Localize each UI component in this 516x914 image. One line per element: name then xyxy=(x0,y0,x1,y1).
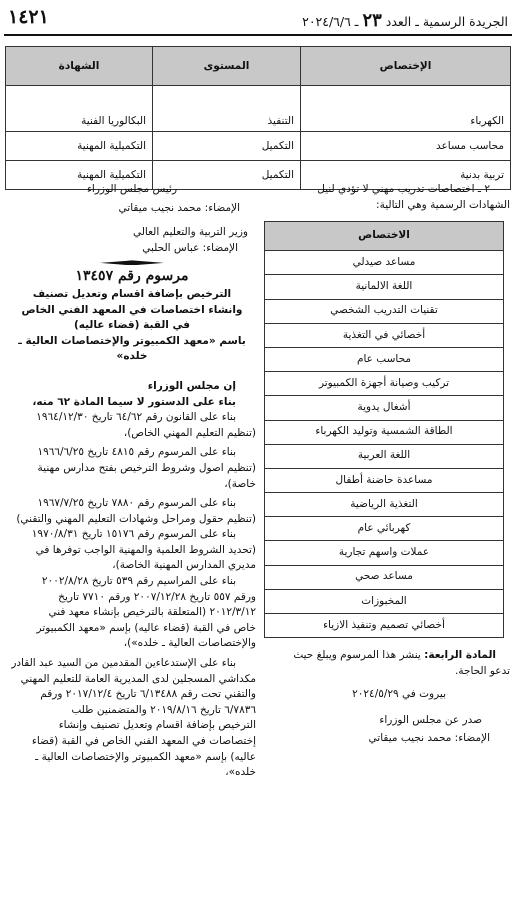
table-cell: التكميلية المهنية xyxy=(6,132,153,161)
para-line: ورقم ٥٥٧ تاريخ ٢٠٠٧/١٢/٢٨ ورقم ٧٧١٠ تاريخ xyxy=(58,590,256,603)
table-row xyxy=(265,347,504,371)
article-text: ينشر هذا المرسوم ويبلغ حيث xyxy=(293,649,425,662)
table-row xyxy=(265,468,504,492)
left-column xyxy=(8,182,256,781)
specialty-cell: أشغال يدوية xyxy=(265,396,504,420)
specialty-cell: التغذية الرياضية xyxy=(265,493,504,517)
table-cell: التكميل xyxy=(153,161,301,190)
paragraph xyxy=(8,410,256,441)
para-line: مكداشي المسجلين لدى المديرية العامة للتعليم المهني xyxy=(20,672,256,685)
table-row xyxy=(6,132,511,161)
paragraph xyxy=(8,445,256,492)
gazette-title xyxy=(302,10,508,31)
intro-line: الشهادات الرسمية وهي التالية: xyxy=(376,198,510,211)
table-row xyxy=(265,251,504,275)
table-cell: الكهرباء xyxy=(301,86,511,132)
decree-subject-line: في القبة (قضاء عاليه) xyxy=(73,319,191,332)
signature-name: الإمضاء: محمد نجيب ميقاتي xyxy=(118,201,240,214)
signature-name: الإمضاء: محمد نجيب ميقاتي xyxy=(368,731,490,744)
table-row xyxy=(265,372,504,396)
table-cell: التكميلية المهنية xyxy=(6,161,153,190)
specialty-cell: الطاقة الشمسية وتوليد الكهرباء xyxy=(265,420,504,444)
col-header-certificate: الشهادة xyxy=(6,47,153,86)
table-cell: تربية بدنية xyxy=(301,161,511,190)
para-line: بناء على الإستدعاءين المقدمين من السيد عبد القادر xyxy=(11,657,236,670)
issued-by: صدر عن مجلس الوزراء xyxy=(379,713,482,726)
para-line: (تحديد الشروط العلمية والمهنية الواجب توفرها في xyxy=(35,543,256,556)
para-line: خاص في القبة (قضاء عاليه) بإسم «معهد الكمبيوتر xyxy=(36,621,256,634)
specialty-cell: تركيب وصيانة أجهزة الكمبيوتر xyxy=(265,372,504,396)
table-row xyxy=(265,589,504,613)
table-row xyxy=(265,541,504,565)
paragraph xyxy=(8,527,256,574)
issue-number: ٢٣ xyxy=(362,10,382,31)
para-line: خاصة)، xyxy=(224,477,256,490)
article-label: المادة الرابعة: xyxy=(424,649,496,662)
specialty-cell: مساعد صيدلي xyxy=(265,251,504,275)
para-line: والإختصاصات العالية ـ خلده»)، xyxy=(123,637,256,650)
specialty-cell: مساعد صحي xyxy=(265,565,504,589)
paragraph xyxy=(8,574,256,652)
table-cell: محاسب مساعد xyxy=(301,132,511,161)
minister-signature: الإمضاء: عباس الحلبي xyxy=(142,241,238,254)
table-row xyxy=(265,299,504,323)
decree-subject-line: باسم «معهد الكمبيوتر والإختصاصات العالية ـ xyxy=(18,334,246,347)
header-rule xyxy=(4,34,512,36)
para-line: بناء على المرسوم رقم ١٥١٧٦ تاريخ ١٩٧٠/٨/٣١ xyxy=(31,528,236,541)
title-prefix: الجريدة الرسمية ـ العدد xyxy=(385,14,508,29)
para-line: بناء على المراسيم رقم ٥٣٩ تاريخ ٢٠٠٢/٨/٢٨ xyxy=(41,575,236,588)
date-line: بيروت في ٢٠٢٤/٥/٢٩ xyxy=(352,688,446,701)
specialty-cell: أخصائي تصميم وتنفيذ الازياء xyxy=(265,614,504,638)
paragraph xyxy=(8,656,256,781)
specialty-cell: اللغة الالمانية xyxy=(265,275,504,299)
specialty-cell: محاسب عام xyxy=(265,347,504,371)
table-row xyxy=(265,396,504,420)
page-header xyxy=(4,6,512,34)
para-line: (تنظيم حقول ومراحل وشهادات التعليم المهني والتقني) xyxy=(16,512,256,525)
certificates-table xyxy=(5,46,511,190)
para-line: مديري المدارس المهنية الخاصة)، xyxy=(112,559,256,572)
specialty-cell: مساعدة حاضنة أطفال xyxy=(265,468,504,492)
preamble-council: إن مجلس الوزراء xyxy=(147,379,236,392)
table-header-row xyxy=(6,47,511,86)
para-line: بناء على القانون رقم ٦٤/٦٢ تاريخ ١٩٦٤/١٢/٣٠ xyxy=(36,411,236,424)
para-line: ٢٠١٢/٣/١٢ (المتعلقة بالترخيص بإنشاء معهد فني xyxy=(48,606,256,619)
table-row xyxy=(6,86,511,132)
specialty-cell: تقنيات التدريب الشخصي xyxy=(265,299,504,323)
table-cell: التنفيذ xyxy=(153,86,301,132)
decree-subject-line: الترخيص بإضافة اقسام وتعديل تصنيف xyxy=(32,287,232,300)
table-row xyxy=(265,275,504,299)
specialty-cell: عملات واسهم تجارية xyxy=(265,541,504,565)
preamble-constitution: بناء على الدستور لا سيما المادة ٦٢ منه، xyxy=(32,395,236,408)
col-header-level: المستوى xyxy=(153,47,301,86)
table-cell: التكميل xyxy=(153,132,301,161)
para-line: ٦/٧٨٣٦ تاريخ ٢٠١٩/٨/١٦ والمتضمنين طلب xyxy=(71,703,256,716)
para-line: خلده»، xyxy=(225,766,256,779)
para-line: إختصاصات في المعهد الفني الخاص في القبة (قضاء xyxy=(31,735,256,747)
decree-subject-line: خلده» xyxy=(116,350,148,363)
decree-subject-line: وانشاء اختصاصات في المعهد الفني الخاص xyxy=(21,303,243,316)
specialty-cell: كهربائي عام xyxy=(265,517,504,541)
table-row xyxy=(265,517,504,541)
article-text-cont: تدعو الحاجة. xyxy=(454,664,510,677)
table-header-row xyxy=(265,222,504,251)
table-row xyxy=(265,444,504,468)
decree-title: مرسوم رقم ١٣٤٥٧ xyxy=(75,268,189,285)
right-column xyxy=(262,182,510,746)
specialties-body xyxy=(265,251,504,638)
para-line: والتقني تحت رقم ٦/١٣٤٨٨ تاريخ ٢٠١٧/١٢/٤ ورقم xyxy=(40,688,256,701)
signature-title: رئيس مجلس الوزراء xyxy=(86,183,178,195)
specialties-table xyxy=(264,221,504,638)
para-line: بناء على المرسوم رقم ٧٨٨٠ تاريخ ١٩٦٧/٧/٢٥ xyxy=(37,497,236,510)
table-cell: البكالوريا الفنية xyxy=(6,86,153,132)
minister-title: وزير التربية والتعليم العالي xyxy=(132,226,248,239)
table-row xyxy=(265,493,504,517)
article-four xyxy=(262,648,510,664)
para-line: بناء على المرسوم رقم ٤٨١٥ تاريخ ١٩٦٦/٦/٢٥ xyxy=(37,446,236,459)
section-divider xyxy=(8,260,256,265)
table-row xyxy=(265,323,504,347)
page-number: ١٤٢١ xyxy=(8,6,49,28)
para-line: (تنظيم التعليم المهني الخاص)، xyxy=(123,426,256,439)
intro-line: ٢ ـ اختصاصات تدريب مهني لا تؤدي لنيل xyxy=(317,183,490,195)
specialty-cell: المخبوزات xyxy=(265,589,504,613)
para-line: (تنظيم اصول وشروط الترخيص بفتح مدارس مهنية xyxy=(37,461,256,474)
paragraph xyxy=(8,496,256,527)
para-line: عاليه) بإسم «معهد الكمبيوتر والإختصاصات العالية ـ xyxy=(35,750,256,763)
table-row xyxy=(265,565,504,589)
specialty-cell: اللغة العربية xyxy=(265,444,504,468)
table-row xyxy=(265,614,504,638)
specialty-cell: أخصائي في التغذية xyxy=(265,323,504,347)
col-header-specialty: الاختصاص xyxy=(265,222,504,251)
para-line: الترخيص بإضافة اقسام وتعديل تصنيف وإنشاء xyxy=(58,719,256,732)
col-header-specialty: الإختصاص xyxy=(301,47,511,86)
title-suffix: ـ ٢٠٢٤/٦/٦ xyxy=(302,14,359,29)
table-row xyxy=(265,420,504,444)
